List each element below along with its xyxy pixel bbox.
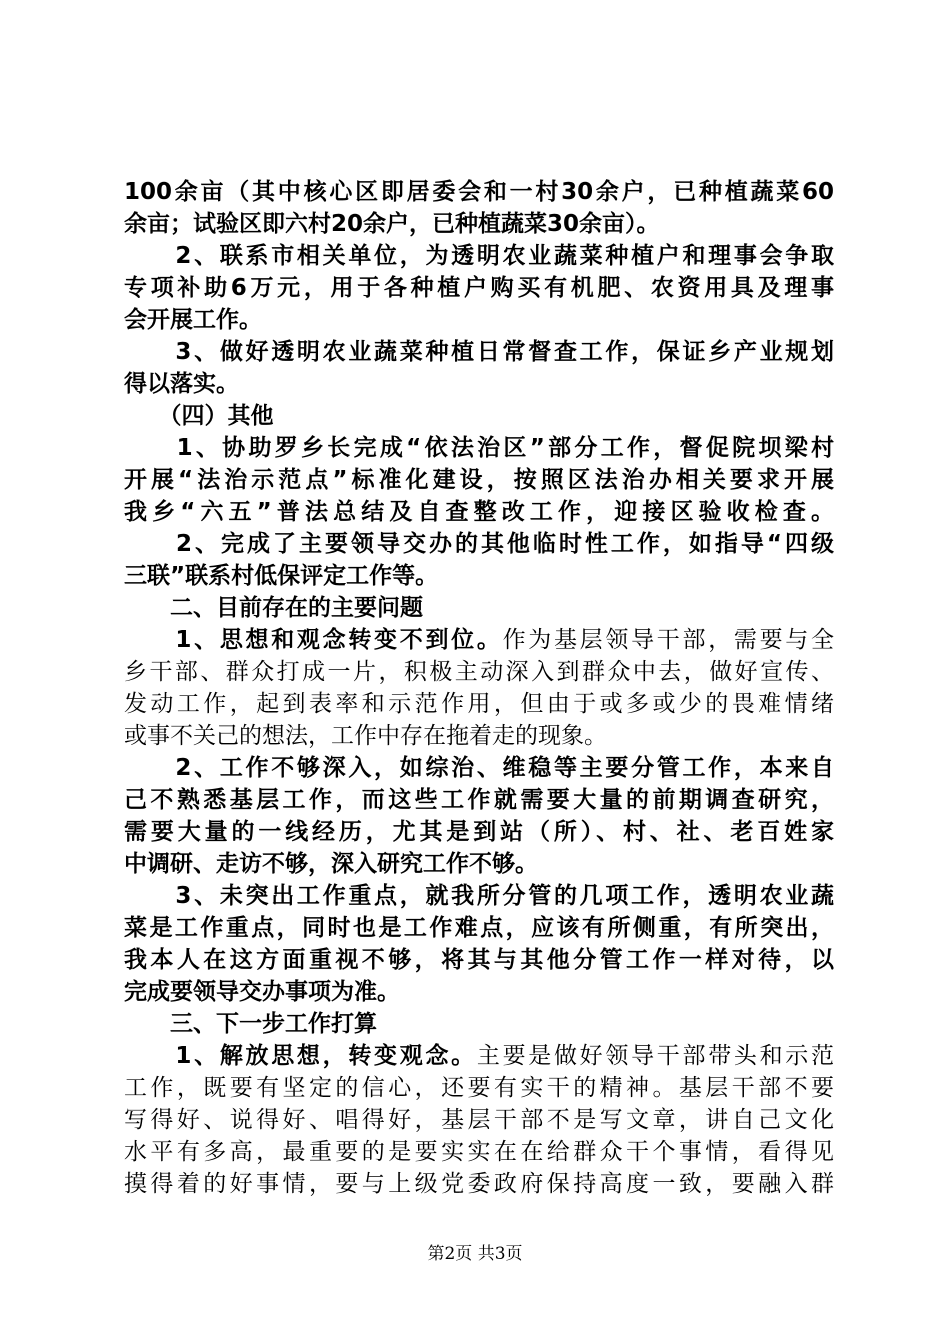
text-line: 余亩；试验区即六村20余户，已种植蔬菜30余亩）。 — [124, 211, 660, 237]
text-line: 菜是工作重点，同时也是工作难点，应该有所侧重，有所突出， — [124, 915, 834, 941]
text-line: 乡干部、群众打成一片，积极主动深入到群众中去，做好宣传、 — [124, 659, 834, 685]
text-line: 2、完成了主要领导交办的其他临时性工作，如指导“四级 — [124, 531, 834, 557]
page-footer: 第2页 共3页 — [427, 1244, 523, 1264]
text-line: 水平有多高，最重要的是要实实在在给群众干个事情，看得见 — [124, 1139, 834, 1165]
text-line: 我乡“六五”普法总结及自查整改工作，迎接区验收检查。 — [124, 499, 834, 525]
text-line: 三、下一步工作打算 — [124, 1011, 377, 1037]
text-line: 工作，既要有坚定的信心，还要有实干的精神。基层干部不要 — [124, 1075, 834, 1101]
text-line: 开展“法治示范点”标准化建设，按照区法治办相关要求开展 — [124, 467, 834, 493]
text-line: 二、目前存在的主要问题 — [124, 595, 423, 621]
text-line: 完成要领导交办事项为准。 — [124, 979, 400, 1005]
text-line: 己不熟悉基层工作，而这些工作就需要大量的前期调查研究， — [124, 787, 834, 813]
text-line: 三联”联系村低保评定工作等。 — [124, 563, 439, 589]
line-body-part: 作为基层领导干部，需要与全 — [502, 627, 834, 653]
text-line: 专项补助6万元，用于各种植户购买有机肥、农资用具及理事 — [124, 275, 834, 301]
text-line: 发动工作，起到表率和示范作用，但由于或多或少的畏难情绪 — [124, 691, 834, 717]
line-heading-part: 1、思想和观念转变不到位。 — [124, 627, 503, 653]
line-heading-part: 1、解放思想，转变观念。 — [124, 1043, 477, 1069]
text-line: 3、做好透明农业蔬菜种植日常督查工作，保证乡产业规划 — [124, 339, 834, 365]
text-line — [124, 624, 834, 656]
text-line: 写得好、说得好、唱得好，基层干部不是写文章，讲自己文化 — [124, 1107, 834, 1133]
text-line: 中调研、走访不够，深入研究工作不够。 — [124, 851, 538, 877]
text-line: 得以落实。 — [124, 371, 239, 397]
line-body-part: 主要是做好领导干部带头和示范 — [476, 1043, 834, 1069]
text-line — [124, 1040, 834, 1072]
text-line: 需要大量的一线经历，尤其是到站（所）、村、社、老百姓家 — [124, 819, 834, 845]
text-line: 3、未突出工作重点，就我所分管的几项工作，透明农业蔬 — [124, 883, 834, 909]
text-line: 我本人在这方面重视不够，将其与其他分管工作一样对待，以 — [124, 947, 834, 973]
text-line: （四）其他 — [124, 403, 274, 429]
text-line: 2、工作不够深入，如综治、维稳等主要分管工作，本来自 — [124, 755, 834, 781]
text-line: 或事不关己的想法，工作中存在拖着走的现象。 — [124, 723, 607, 749]
text-line: 2、联系市相关单位，为透明农业蔬菜种植户和理事会争取 — [124, 243, 834, 269]
text-line: 会开展工作。 — [124, 307, 262, 333]
document-body — [124, 176, 834, 1200]
text-line: 100余亩（其中核心区即居委会和一村30余户，已种植蔬菜60 — [124, 179, 834, 205]
text-line: 摸得着的好事情，要与上级党委政府保持高度一致，要融入群 — [124, 1171, 834, 1197]
text-line: 1、协助罗乡长完成“依法治区”部分工作，督促院坝梁村 — [124, 435, 834, 461]
